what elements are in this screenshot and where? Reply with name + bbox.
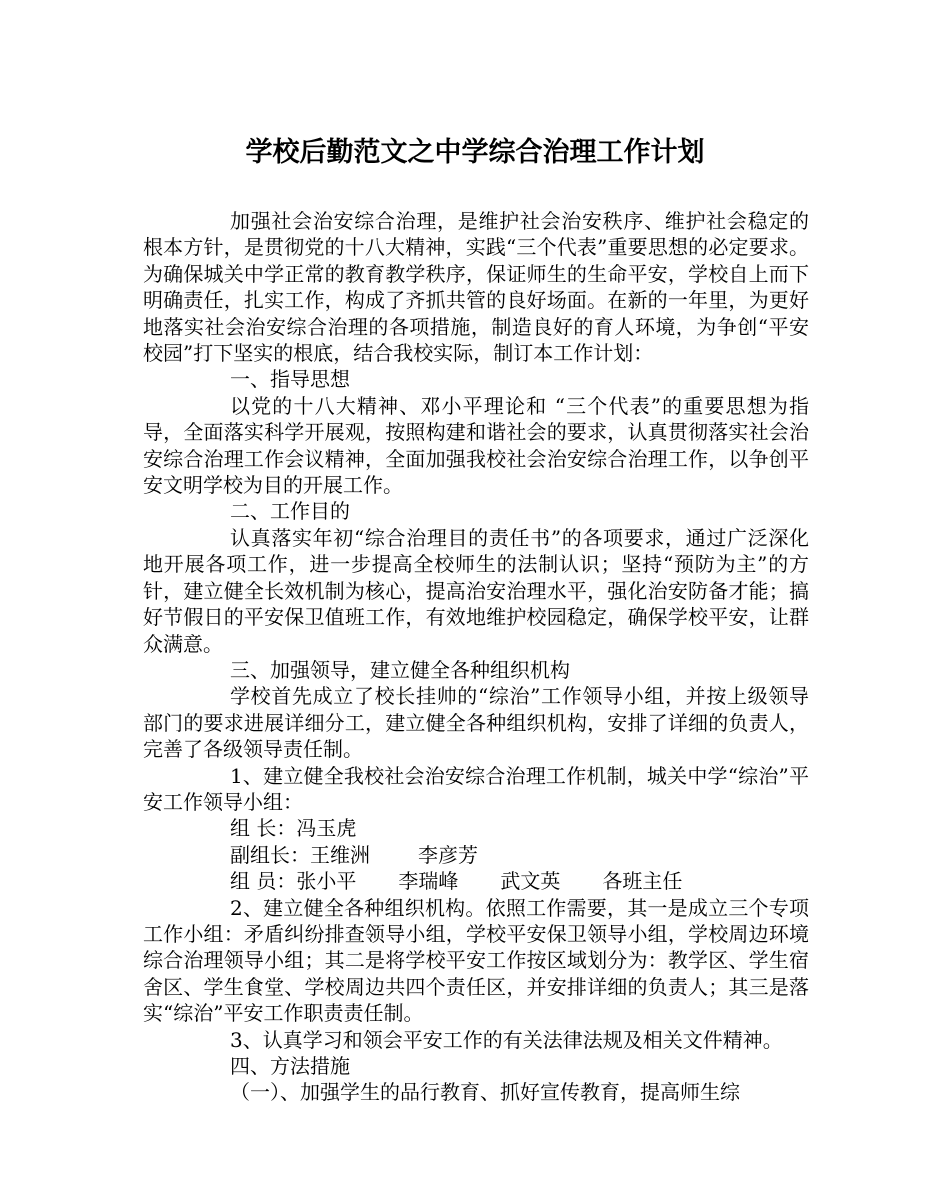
- paragraph-organization: 2、建立健全各种组织机构。依照工作需要，其一是成立三个专项工作小组：矛盾纠纷排查领导小组，学校平安保卫领导小组，学校周边环境综合治理领导小组；其二是将学校平安工作按区域划分为：教学区、学生宿舍区、学生食堂、学校周边共四个责任区，并安排详细的负责人；其三是落实“综治”平安工作职责责任制。: [143, 895, 809, 1026]
- member-name: 武文英: [500, 869, 561, 894]
- heading-methods: 四、方法措施: [230, 1054, 350, 1078]
- paragraph-guiding-ideology: 以党的十八大精神、邓小平理论和 “三个代表”的重要思想为指导，全面落实科学开展观，按照构建和谐社会的要求，认真贯彻落实社会治安综合治理工作会议精神，全面加强我校社会治安综合治理工作，以争创平安文明学校为目的开展工作。: [143, 393, 809, 498]
- paragraph-method-one: （一）、加强学生的品行教育、抓好宣传教育，提高师生综: [230, 1080, 740, 1105]
- leader-name: 冯玉虎: [296, 816, 357, 841]
- group-member-line: [143, 868, 809, 894]
- member-name: 李瑞峰: [398, 869, 459, 894]
- member-name: 各班主任: [602, 869, 683, 894]
- group-leader-line: [143, 815, 809, 841]
- member-label: 组 员：: [230, 869, 297, 894]
- deputy-name: 王维洲: [310, 842, 370, 867]
- heading-leadership: 三、加强领导，建立健全各种组织机构: [230, 657, 570, 682]
- paragraph-mechanism: 1、建立健全我校社会治安综合治理工作机制，城关中学“综治”平安工作领导小组：: [143, 763, 809, 814]
- member-name: 张小平: [296, 869, 357, 894]
- document-title: 学校后勤范文之中学综合治理工作计划: [245, 137, 705, 168]
- heading-work-goals: 二、工作目的: [230, 499, 350, 524]
- paragraph-study-laws: 3、认真学习和领会平安工作的有关法律法规及相关文件精神。: [230, 1027, 783, 1052]
- deputy-name: 李彦芳: [418, 842, 478, 867]
- deputy-label: 副组长：: [230, 842, 310, 867]
- paragraph-intro: 加强社会治安综合治理，是维护社会治安秩序、维护社会稳定的根本方针，是贯彻党的十八大精神，实践“三个代表”重要思想的必定要求。为确保城关中学正常的教育教学秩序，保证师生的生命平安，学校自上而下明确责任，扎实工作，构成了齐抓共管的良好场面。在新的一年里，为更好地落实社会治安综合治理的各项措施，制造良好的育人环境，为争创“平安校园”打下坚实的根底，结合我校实际，制订本工作计划：: [143, 209, 809, 366]
- leader-label: 组 长：: [230, 816, 297, 841]
- paragraph-work-goals: 认真落实年初“综合治理目的责任书”的各项要求，通过广泛深化地开展各项工作，进一步提高全校师生的法制认识；坚持“预防为主”的方针，建立健全长效机制为核心，提高治安治理水平，强化治安防备才能；搞好节假日的平安保卫值班工作，有效地维护校园稳定，确保学校平安，让群众满意。: [143, 525, 809, 656]
- document-body: [143, 208, 809, 1106]
- group-deputy-line: [143, 842, 809, 868]
- paragraph-leadership: 学校首先成立了校长挂帅的“综治”工作领导小组，并按上级领导部门的要求进展详细分工，建立健全各种组织机构，安排了详细的负责人，完善了各级领导责任制。: [143, 684, 809, 762]
- heading-guiding-ideology: 一、指导思想: [230, 367, 350, 392]
